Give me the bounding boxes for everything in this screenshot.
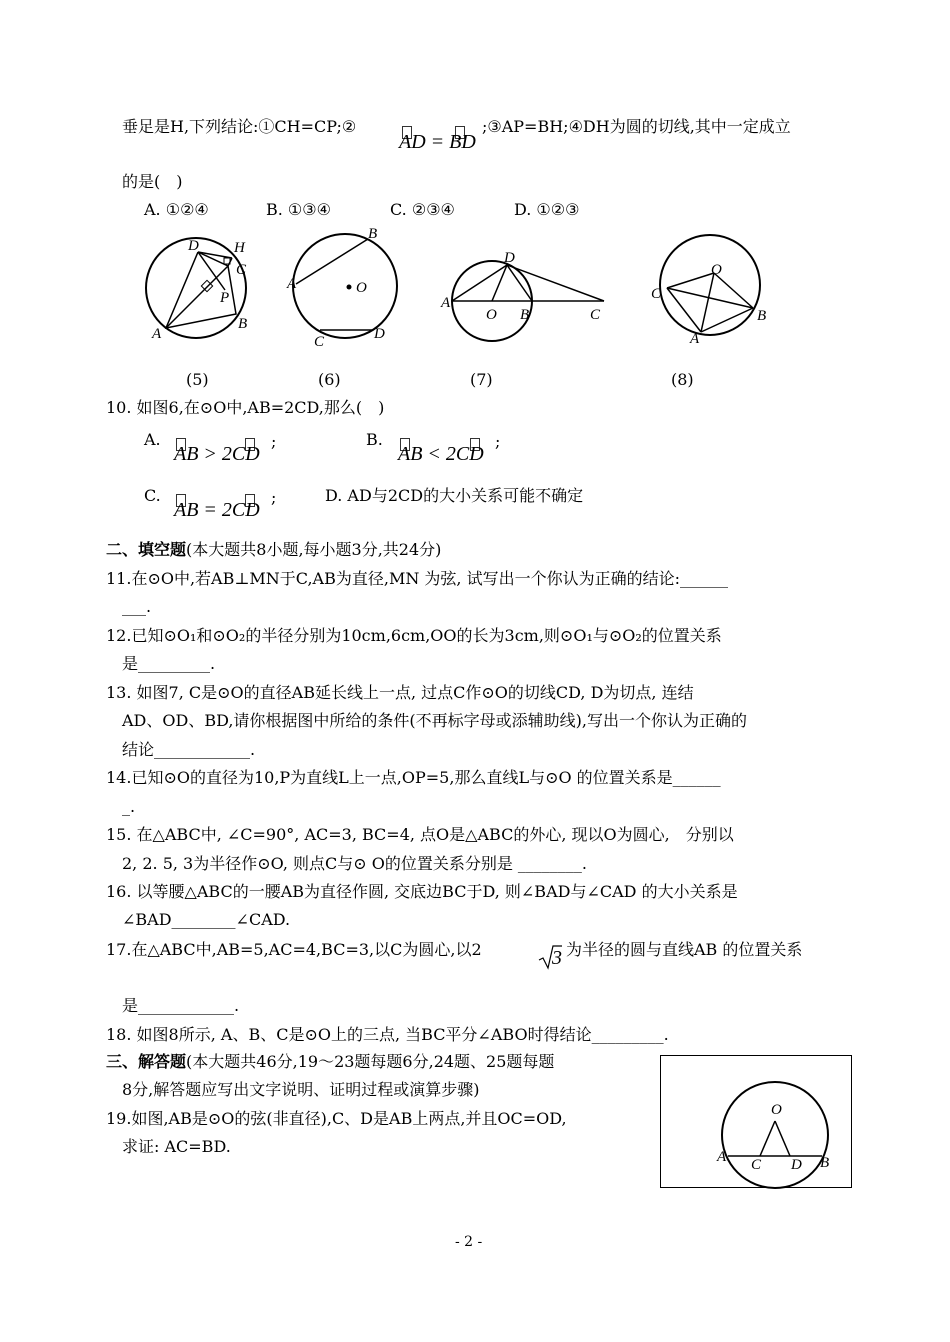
fig6-label-a: A [287,276,297,292]
q10-option-b-math: AB < 2CD [398,443,484,465]
figure-6-caption: (6) [318,370,341,389]
fig8-label-c: C [651,286,662,302]
q11-line2: ___. [122,597,152,616]
fig7-label-o: O [486,307,497,323]
figure-5-caption: (5) [186,370,209,389]
q11-line1: 11.在⊙O中,若AB⊥MN于C,AB为直径,MN 为弦, 试写出一个你认为正确的结论:______ [106,569,728,588]
section2-heading [106,540,441,560]
section2-desc: (本大题共8小题,每小题3分,共24分) [186,540,442,559]
fig5-label-h: H [234,240,245,256]
q9-line1-b: ;③AP=BH;④DH为圆的切线,其中一定成立 [482,117,791,136]
q19-label-b: B [820,1155,830,1171]
fig5-label-d: D [188,238,199,254]
q10-option-b-label: B. [366,430,383,449]
q13-line1: 13. 如图7, C是⊙O的直径AB延长线上一点, 过点C作⊙O的切线CD, D为切点, 连结 [106,683,694,702]
q17-line1: 17.在△ABC中,AB=5,AC=4,BC=3,以C为圆心,以2 [106,940,482,959]
q16-line1: 16. 以等腰△ABC的一腰AB为直径作圆, 交底边BC于D, 则∠BAD与∠CAD 的大小关系是 [106,882,738,901]
q10-stem: 10. 如图6,在⊙O中,AB=2CD,那么( ) [106,398,385,417]
q19-label-c: C [751,1157,762,1173]
q10-option-c-math: AB = 2CD [174,499,260,521]
q9-option-b: B. ①③④ [266,200,331,219]
fig6-label-c: C [314,334,325,350]
q13-line3: 结论____________. [122,740,256,759]
q9-line1-a: 垂足是H,下列结论:①CH=CP;② [122,117,357,136]
fig7-label-c: C [590,307,601,323]
q10-option-a-label: A. [144,430,161,449]
fig5-label-b: B [238,316,248,332]
figure-8 [645,228,775,348]
fig5-label-c: C [236,262,247,278]
fig7-label-a: A [441,295,451,311]
q14-line2: _. [122,797,136,816]
q18-line1: 18. 如图8所示, A、B、C是⊙O上的三点, 当BC平分∠ABO时得结论_________. [106,1025,669,1044]
fig6-label-d: D [374,326,385,342]
figure-7 [440,245,615,345]
section3-desc1: (本大题共46分,19～23题每题6分,24题、25题每题 [186,1052,555,1071]
section2-title: 二、填空题 [106,540,187,559]
fig5-label-p: P [220,290,230,306]
q12-line1: 12.已知⊙O₁和⊙O₂的半径分别为10cm,6cm,OO的长为3cm,则⊙O₁与⊙O₂的位置关系 [106,626,722,645]
q19-label-o: O [771,1102,782,1118]
q9-option-d: D. ①②③ [514,200,580,219]
section3-title: 三、解答题 [106,1052,187,1071]
q19-line2: 求证: AC=BD. [122,1137,231,1156]
q19-label-a: A [717,1149,727,1165]
q9-line2: 的是( ) [122,172,183,191]
fig6-label-b: B [368,226,378,242]
q19-label-d: D [791,1157,802,1173]
q12-line2: 是_________. [122,654,216,673]
q13-line2: AD、OD、BD,请你根据图中所给的条件(不再标字母或添辅助线),写出一个你认为正确的 [122,711,748,730]
fig5-label-a: A [152,326,162,342]
q16-line2: ∠BAD________∠CAD. [122,910,291,929]
fig6-label-o: O [356,280,367,296]
fig8-label-o: O [711,262,722,278]
q10-option-b-sep: ; [495,432,501,451]
fig8-label-a: A [690,331,700,347]
figure-8-caption: (8) [671,370,694,389]
fig7-label-d: D [504,250,515,266]
fig7-label-b: B [520,307,530,323]
q14-line1: 14.已知⊙O的直径为10,P为直线L上一点,OP=5,那么直线L与⊙O 的位置关系是______ [106,768,721,787]
page-number: - 2 - [455,1234,483,1250]
q9-math-equation: AD = BD [399,131,476,153]
q17-line1-end: 为半径的圆与直线AB 的位置关系 [566,940,803,959]
q10-option-c-label: C. [144,486,161,505]
section3-heading [106,1052,554,1072]
q9-option-c: C. ②③④ [390,200,455,219]
q10-option-d: D. AD与2CD的大小关系可能不确定 [325,486,584,505]
q9-option-a: A. ①②④ [144,200,209,219]
q10-option-a-sep: ; [271,432,277,451]
figure-7-caption: (7) [470,370,493,389]
q19-line1: 19.如图,AB是⊙O的弦(非直径),C、D是AB上两点,并且OC=OD, [106,1109,567,1128]
q17-sqrt-value: 3 [552,947,562,969]
figure-5 [140,230,270,350]
q10-option-c-sep: ; [271,488,277,507]
q15-line1: 15. 在△ABC中, ∠C=90°, AC=3, BC=4, 点O是△ABC的外心, 现以O为圆心, 分别以 [106,825,734,844]
section3-desc2: 8分,解答题应写出文字说明、证明过程或演算步骤) [122,1080,480,1099]
q10-option-a-math: AB > 2CD [174,443,260,465]
q17-line2: 是____________. [122,996,240,1015]
figure-6 [280,226,410,350]
fig8-label-b: B [757,308,767,324]
q15-line2: 2, 2. 5, 3为半径作⊙O, 则点C与⊙ O的位置关系分别是 ________. [122,854,588,873]
q19-figure [660,1055,850,1186]
